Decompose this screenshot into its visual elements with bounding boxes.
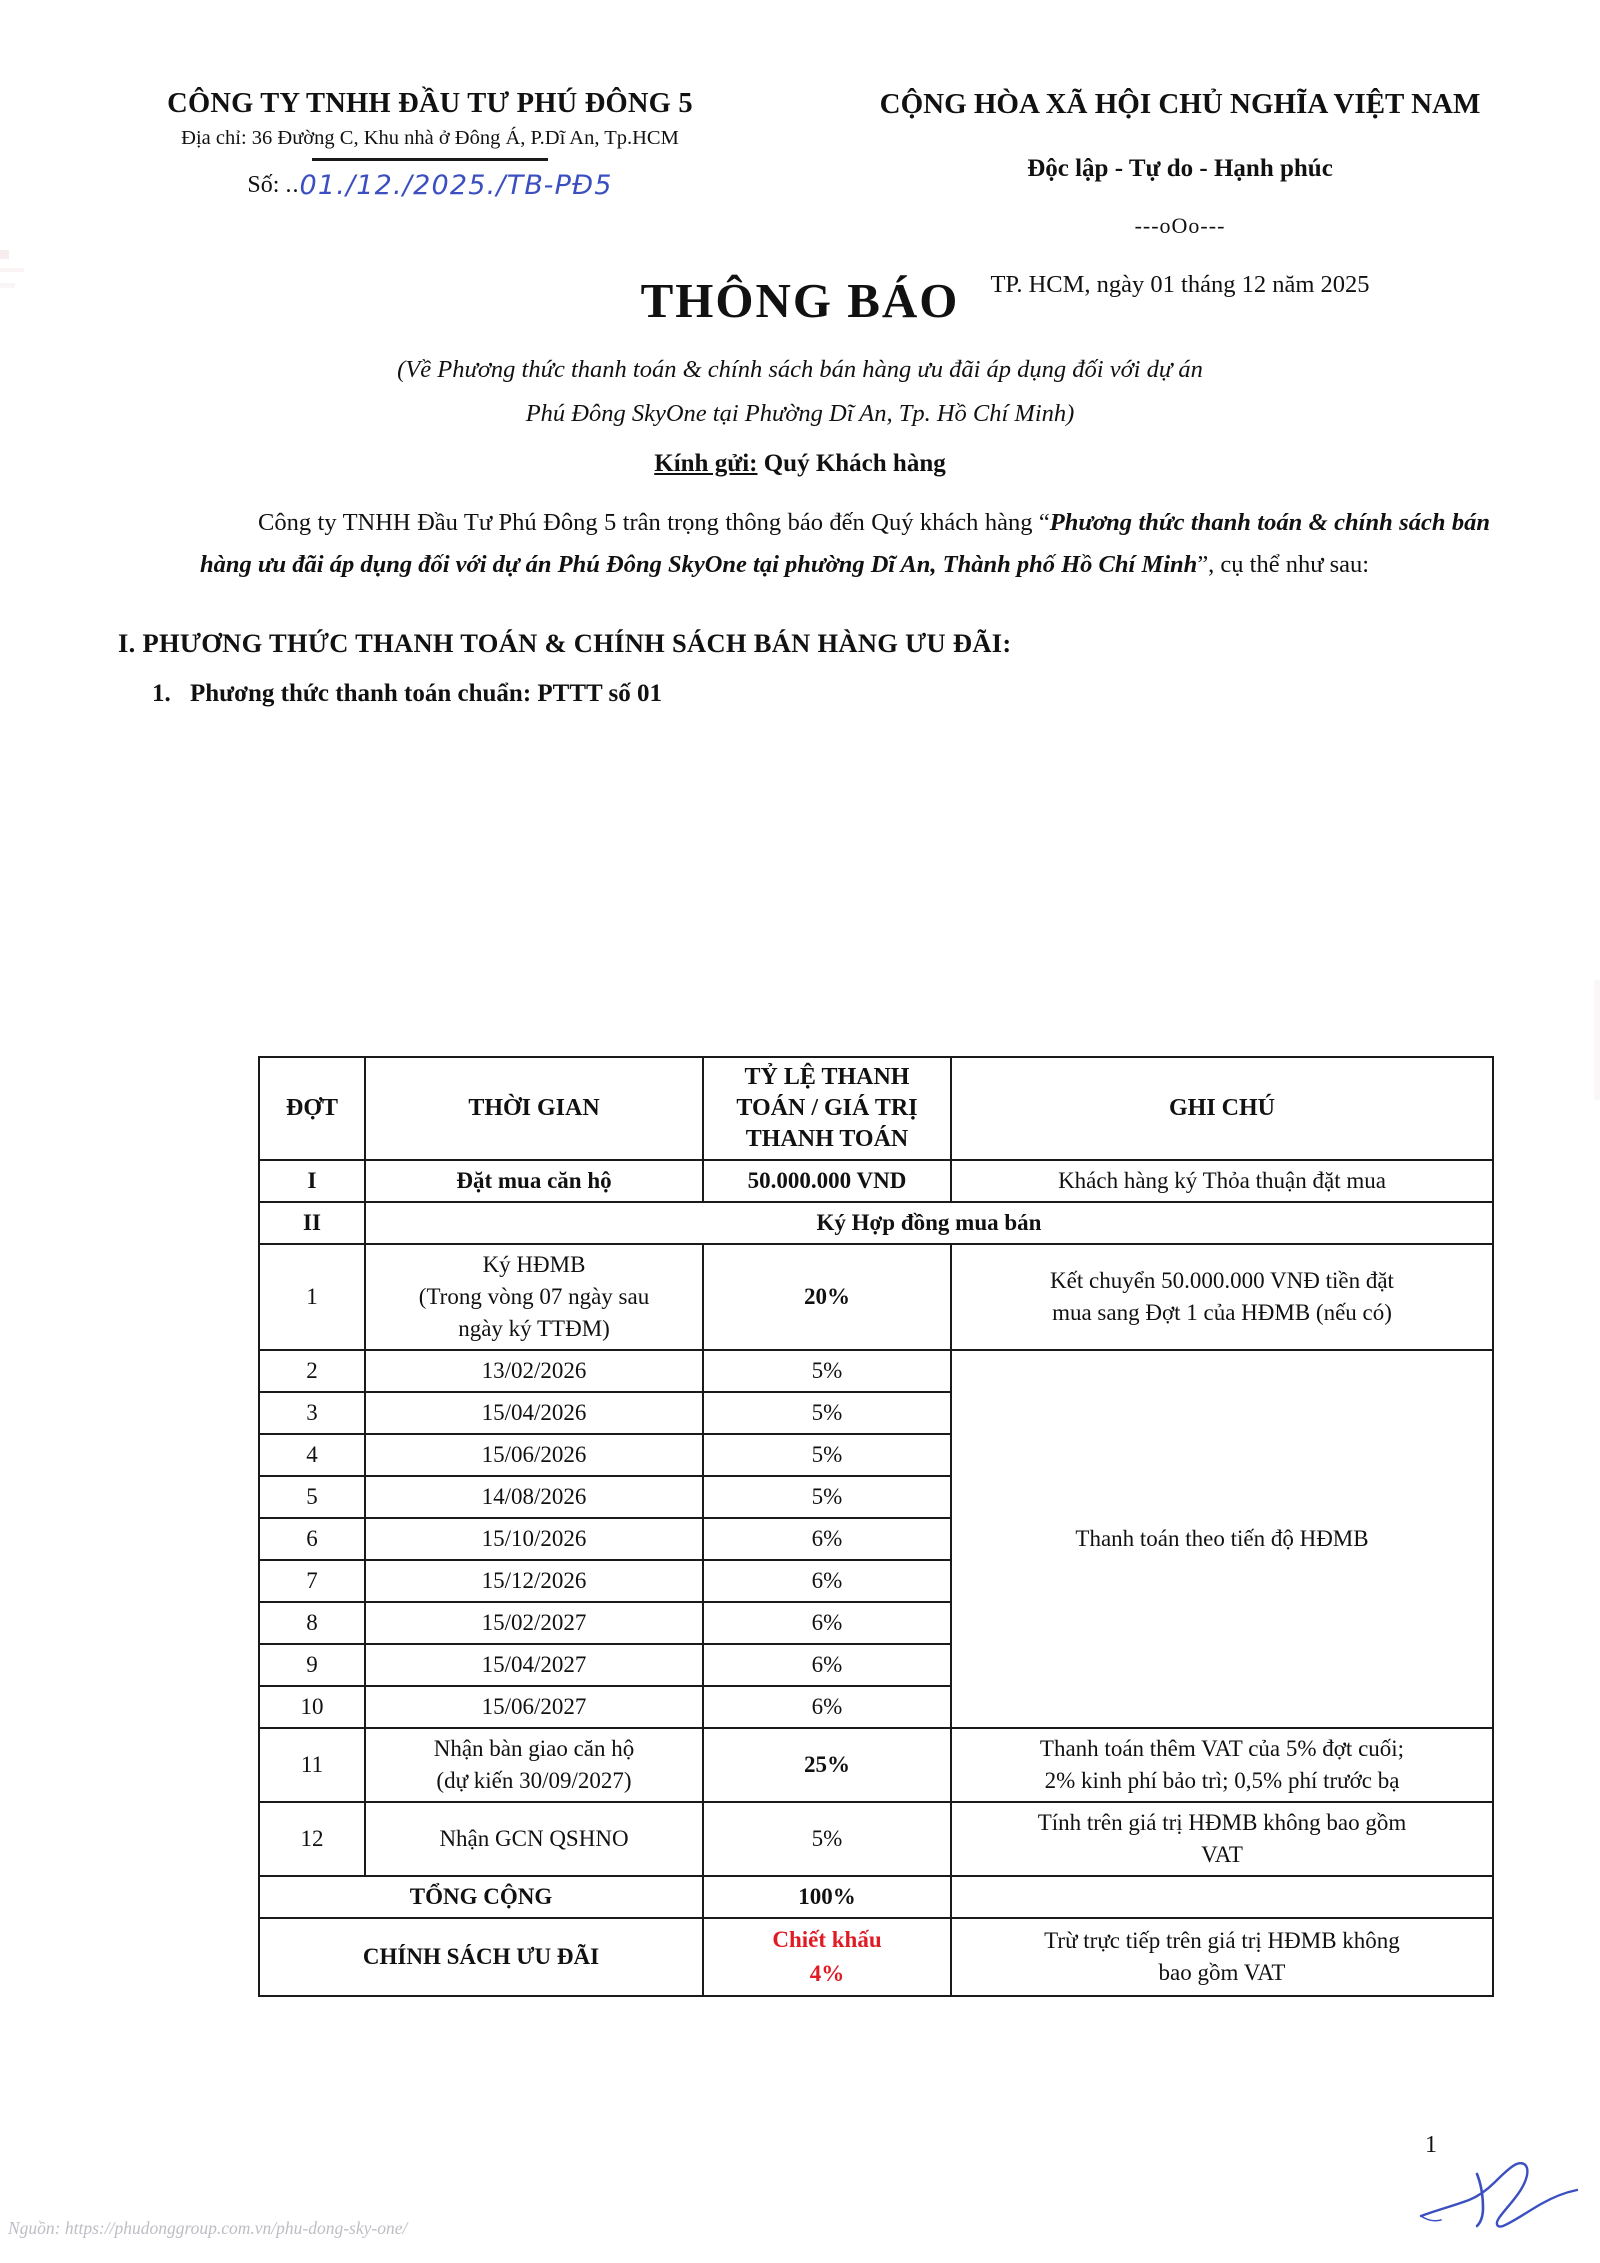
cell-section-title: Ký Hợp đồng mua bán: [365, 1202, 1493, 1244]
cell-time-main: Ký HĐMB: [482, 1252, 586, 1277]
cell-time-main: Nhận bàn giao căn hộ: [433, 1736, 635, 1761]
source-footer-note: Nguồn: https://phudonggroup.com.vn/phu-dong-sky-one/: [8, 2218, 408, 2238]
cell-dot: 3: [259, 1392, 365, 1434]
cell-note-line-1: Kết chuyển 50.000.000 VNĐ tiền đặt: [1050, 1268, 1394, 1293]
cell-note-line-1: Tính trên giá trị HĐMB không bao gồm: [1037, 1810, 1407, 1835]
recipient-value: Quý Khách hàng: [757, 450, 946, 477]
scan-artifact: [1594, 980, 1600, 1100]
table-row: [259, 1160, 1493, 1202]
cell-note-line-1: Thanh toán thêm VAT của 5% đợt cuối;: [1039, 1736, 1405, 1761]
cell-dot: 8: [259, 1602, 365, 1644]
cell-total-label: TỔNG CỘNG: [259, 1876, 703, 1918]
cell-time: 15/02/2027: [365, 1602, 703, 1644]
cell-rate: 5%: [703, 1350, 951, 1392]
cell-time-sub: (dự kiến 30/09/2027): [436, 1768, 632, 1793]
horizontal-rule: [312, 158, 548, 161]
paragraph-emphasis: Phương thức thanh toán & chính sách bán hàng ưu đãi áp dụng đối với dự án Phú Đông SkyOne tại phường Dĩ An, Thành phố Hồ Chí Minh: [200, 509, 1491, 578]
cell-policy-label: CHÍNH SÁCH ƯU ĐÃI: [259, 1918, 703, 1996]
so-label: Số:: [247, 172, 286, 198]
cell-dot: 1: [259, 1244, 365, 1350]
subtitle-line-2: Phú Đông SkyOne tại Phường Dĩ An, Tp. Hồ Chí Minh): [525, 400, 1075, 427]
cell-time-sub-1: (Trong vòng 07 ngày sau: [418, 1284, 650, 1309]
handwritten-document-number: 01./12./2025./TB-PĐ5: [299, 170, 613, 201]
cell-note-line-2: mua sang Đợt 1 của HĐMB (nếu có): [1052, 1300, 1392, 1325]
cell-rate: 6%: [703, 1686, 951, 1728]
cell-note-line-1: Trừ trực tiếp trên giá trị HĐMB không: [1044, 1928, 1400, 1953]
cell-dot: II: [259, 1202, 365, 1244]
table-row: [259, 1802, 1493, 1876]
page-number: 1: [1425, 2132, 1437, 2158]
cell-dot: 2: [259, 1350, 365, 1392]
document-header: [0, 88, 1600, 299]
cell-time: 15/10/2026: [365, 1518, 703, 1560]
date-line: TP. HCM, ngày 01 tháng 12 năm 2025: [990, 271, 1370, 298]
cell-rate: 6%: [703, 1602, 951, 1644]
cell-policy-note: [951, 1918, 1493, 1996]
payment-schedule-table-wrapper: [258, 1056, 1492, 1997]
cell-time: [365, 1244, 703, 1350]
so-dots: ..: [285, 172, 300, 198]
cell-rate: 25%: [703, 1728, 951, 1802]
cell-dot: 11: [259, 1728, 365, 1802]
subsection-text: Phương thức thanh toán chuẩn: PTTT số 01: [190, 680, 662, 707]
document-number-line: [247, 156, 612, 199]
cell-dot: 6: [259, 1518, 365, 1560]
cell-time: Nhận GCN QSHNO: [365, 1802, 703, 1876]
cell-time: Đặt mua căn hộ: [365, 1160, 703, 1202]
column-header-note: GHI CHÚ: [951, 1057, 1493, 1160]
table-row: [259, 1350, 1493, 1392]
cell-dot: 5: [259, 1476, 365, 1518]
cell-rate: 6%: [703, 1518, 951, 1560]
cell-time-sub-2: ngày ký TTĐM): [458, 1316, 610, 1341]
cell-rate: 6%: [703, 1644, 951, 1686]
intro-paragraph: [200, 502, 1490, 586]
cell-note: Khách hàng ký Thỏa thuận đặt mua: [951, 1160, 1493, 1202]
cell-dot: 4: [259, 1434, 365, 1476]
company-name: CÔNG TY TNHH ĐẦU TƯ PHÚ ĐÔNG 5: [167, 88, 693, 119]
signature-mark: [1415, 2150, 1585, 2240]
table-row-policy: [259, 1918, 1493, 1996]
paragraph-part-2: ”, cụ thể như sau:: [1197, 551, 1370, 578]
cell-note: [951, 1728, 1493, 1802]
cell-rate: 5%: [703, 1434, 951, 1476]
payment-schedule-table: [258, 1056, 1494, 1997]
cell-note-line-2: VAT: [1201, 1842, 1243, 1867]
column-header-time: THỜI GIAN: [365, 1057, 703, 1160]
header-right-block: [800, 88, 1600, 299]
document-subtitle: [0, 348, 1600, 436]
cell-time: 15/04/2026: [365, 1392, 703, 1434]
table-row: [259, 1244, 1493, 1350]
table-row-section: [259, 1202, 1493, 1244]
cell-time: 15/12/2026: [365, 1560, 703, 1602]
national-motto: Độc lập - Tự do - Hạnh phúc: [1027, 155, 1333, 182]
recipient-label: Kính gửi:: [654, 450, 758, 477]
cell-time: [365, 1728, 703, 1802]
cell-note-line-2: 2% kinh phí bảo trì; 0,5% phí trước bạ: [1044, 1768, 1400, 1793]
national-title: CỘNG HÒA XÃ HỘI CHỦ NGHĨA VIỆT NAM: [879, 88, 1481, 120]
subtitle-line-1: (Về Phương thức thanh toán & chính sách bán hàng ưu đãi áp dụng đối với dự án: [397, 356, 1203, 383]
cell-time: 13/02/2026: [365, 1350, 703, 1392]
cell-note: [951, 1802, 1493, 1876]
cell-dot: 10: [259, 1686, 365, 1728]
cell-rate: 5%: [703, 1476, 951, 1518]
cell-dot: 7: [259, 1560, 365, 1602]
cell-rate: 5%: [703, 1392, 951, 1434]
cell-policy-rate: [703, 1918, 951, 1996]
subsection-number: 1.: [152, 680, 171, 707]
cell-note: [951, 1244, 1493, 1350]
cell-rate: 20%: [703, 1244, 951, 1350]
cell-total-note: [951, 1876, 1493, 1918]
column-header-rate: TỶ LỆ THANH TOÁN / GIÁ TRỊ THANH TOÁN: [703, 1057, 951, 1160]
section-heading: I. PHƯƠNG THỨC THANH TOÁN & CHÍNH SÁCH BÁN HÀNG ƯU ĐÃI:: [118, 628, 1012, 658]
paragraph-part-1: Công ty TNHH Đầu Tư Phú Đông 5 trân trọng thông báo đến Quý khách hàng “: [258, 509, 1050, 536]
page-title: THÔNG BÁO: [640, 273, 960, 328]
cell-total-rate: 100%: [703, 1876, 951, 1918]
column-header-dot: ĐỢT: [259, 1057, 365, 1160]
cell-rate: 50.000.000 VND: [703, 1160, 951, 1202]
cell-time: 15/06/2026: [365, 1434, 703, 1476]
cell-note-line-2: bao gồm VAT: [1158, 1960, 1286, 1985]
discount-label: Chiết khấu: [772, 1927, 882, 1952]
table-row-total: [259, 1876, 1493, 1918]
cell-time: 14/08/2026: [365, 1476, 703, 1518]
cell-time: 15/04/2027: [365, 1644, 703, 1686]
discount-value: 4%: [809, 1961, 845, 1986]
cell-dot: 12: [259, 1802, 365, 1876]
cell-rate: 5%: [703, 1802, 951, 1876]
cell-time: 15/06/2027: [365, 1686, 703, 1728]
cell-rate: 6%: [703, 1560, 951, 1602]
recipient-line: [0, 450, 1600, 478]
cell-note-installments: Thanh toán theo tiến độ HĐMB: [951, 1350, 1493, 1728]
decorative-separator: ---oOo---: [1134, 213, 1226, 238]
subsection-heading: [152, 680, 662, 708]
company-address: Địa chỉ: 36 Đường C, Khu nhà ở Đông Á, P.Dĩ An, Tp.HCM: [181, 127, 679, 149]
table-header-row: [259, 1057, 1493, 1160]
header-left-block: [0, 88, 800, 299]
cell-dot: 9: [259, 1644, 365, 1686]
cell-dot: I: [259, 1160, 365, 1202]
table-row: [259, 1728, 1493, 1802]
